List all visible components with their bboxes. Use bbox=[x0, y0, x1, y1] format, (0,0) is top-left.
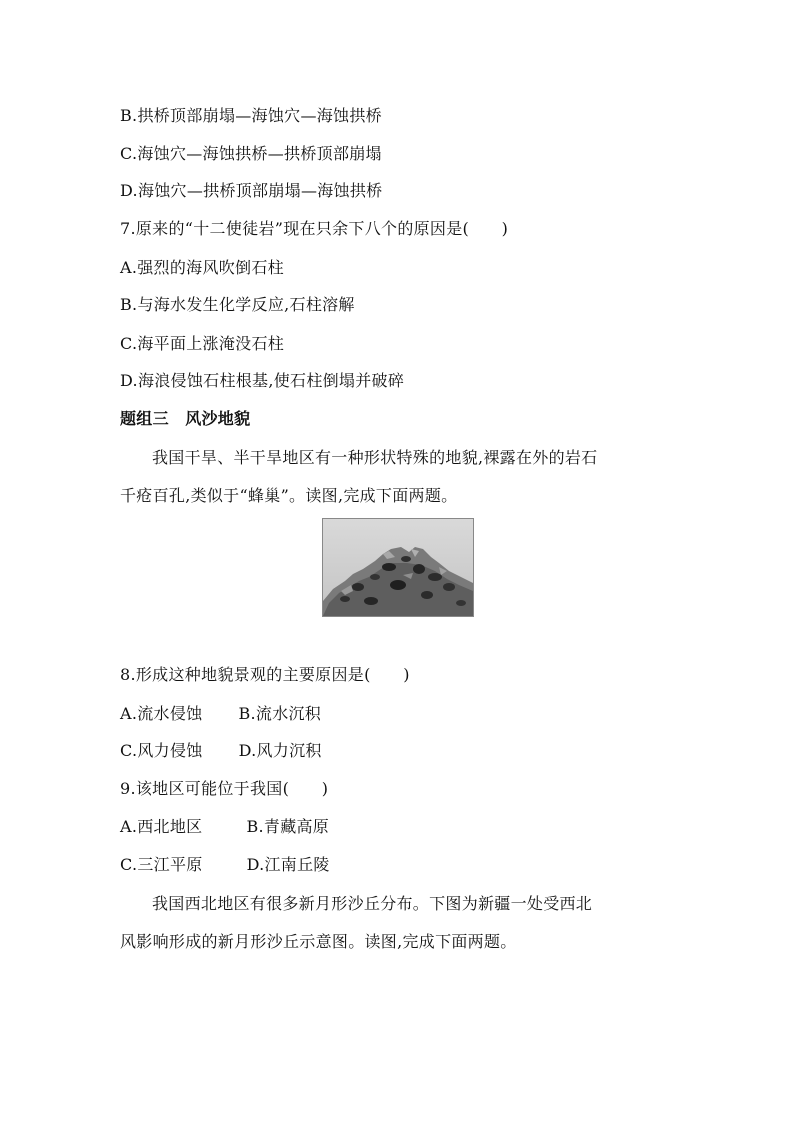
q8-option-d: D.风力沉积 bbox=[238, 741, 322, 760]
group3-intro-line1: 我国干旱、半干旱地区有一种形状特殊的地貌,裸露在外的岩石 bbox=[152, 448, 598, 467]
q9-options-row2 bbox=[120, 855, 330, 875]
closing-line1: 我国西北地区有很多新月形沙丘分布。下图为新疆一处受西北 bbox=[152, 894, 593, 913]
q7-option-b: B.与海水发生化学反应,石柱溶解 bbox=[120, 295, 355, 314]
group3-title: 题组三 风沙地貌 bbox=[120, 409, 251, 428]
q9-options-row1 bbox=[120, 817, 329, 837]
q8-option-b: B.流水沉积 bbox=[238, 704, 322, 723]
q7-option-d: D.海浪侵蚀石柱根基,使石柱倒塌并破碎 bbox=[120, 371, 405, 390]
q8-options-row1 bbox=[120, 704, 321, 724]
q9-option-d: D.江南丘陵 bbox=[246, 855, 330, 874]
q9-option-c: C.三江平原 bbox=[120, 855, 203, 874]
q8-stem: 8.形成这种地貌景观的主要原因是( ) bbox=[120, 665, 410, 684]
q7-option-a: A.强烈的海风吹倒石柱 bbox=[120, 258, 284, 277]
q8-option-c: C.风力侵蚀 bbox=[120, 741, 203, 760]
q9-option-a: A.西北地区 bbox=[120, 817, 203, 836]
q8-option-a: A.流水侵蚀 bbox=[120, 704, 203, 723]
q7-option-c: C.海平面上涨淹没石柱 bbox=[120, 334, 285, 353]
q6-option-d: D.海蚀穴—拱桥顶部崩塌—海蚀拱桥 bbox=[120, 181, 383, 200]
group3-intro-line2: 千疮百孔,类似于“蜂巢”。读图,完成下面两题。 bbox=[120, 486, 458, 505]
q9-stem: 9.该地区可能位于我国( ) bbox=[120, 779, 329, 798]
closing-line2: 风影响形成的新月形沙丘示意图。读图,完成下面两题。 bbox=[120, 932, 517, 951]
q8-options-row2 bbox=[120, 741, 322, 761]
q7-stem: 7.原来的“十二使徒岩”现在只余下八个的原因是( ) bbox=[120, 219, 509, 238]
q6-option-b: B.拱桥顶部崩塌—海蚀穴—海蚀拱桥 bbox=[120, 106, 382, 125]
honeycomb-rock-photo bbox=[322, 518, 474, 617]
q9-option-b: B.青藏高原 bbox=[246, 817, 330, 836]
q6-option-c: C.海蚀穴—海蚀拱桥—拱桥顶部崩塌 bbox=[120, 144, 382, 163]
